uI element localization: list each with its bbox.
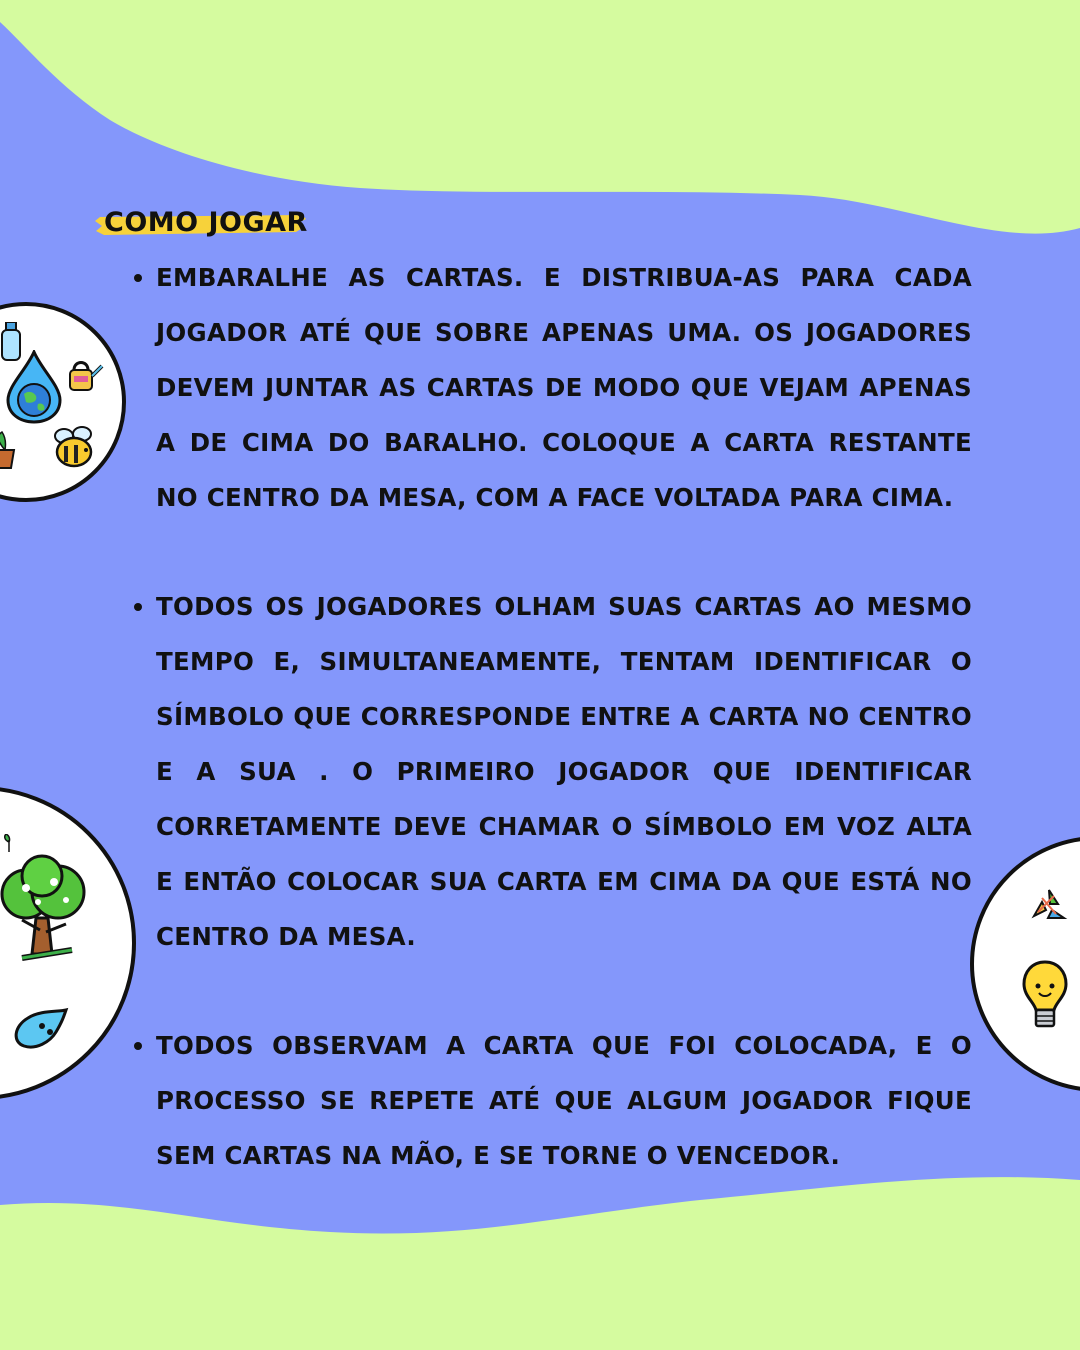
water-drop-earth-icon <box>6 350 62 424</box>
water-drop-icon <box>6 1006 70 1050</box>
step-2 <box>130 579 972 964</box>
step-1-text: EMBARALHE AS CARTAS. E DISTRIBUA-AS PARA CADA JOGADOR ATÉ QUE SOBRE APENAS UMA. OS JOGADORES DEVEM JUNTAR AS CARTAS DE MODO QUE VEJAM APENAS A DE CIMA DO BARALHO. COLOQUE A CARTA RESTANTE NO CENTRO DA MESA, COM A FACE VOLTADA PARA CIMA. <box>156 263 972 512</box>
potted-plant-icon <box>0 430 16 470</box>
bullet-dot <box>134 603 142 611</box>
step-3-text: TODOS OBSERVAM A CARTA QUE FOI COLOCADA, E O PROCESSO SE REPETE ATÉ QUE ALGUM JOGADOR FIQUE SEM CARTAS NA MÃO, E SE TORNE O VENCEDOR. <box>156 1031 972 1170</box>
step-1 <box>130 250 972 525</box>
step-3 <box>130 1018 972 1183</box>
bottom-wave <box>0 1177 1080 1350</box>
sprout-icon <box>2 834 16 852</box>
tree-icon <box>0 854 92 966</box>
bullet-dot <box>134 1042 142 1050</box>
watering-can-icon <box>64 356 104 396</box>
recycle-icon <box>1030 888 1068 922</box>
step-2-text: TODOS OS JOGADORES OLHAM SUAS CARTAS AO MESMO TEMPO E, SIMULTANEAMENTE, TENTAM IDENTIFICAR O SÍMBOLO QUE CORRESPONDE ENTRE A CARTA NO CENTRO E A SUA . O PRIMEIRO JOGADOR QUE IDENTIFICAR CORRETAMENTE DEVE CHAMAR O SÍMBOLO EM VOZ ALTA E ENTÃO COLOCAR SUA CARTA EM CIMA DA QUE ESTÁ NO CENTRO DA MESA. <box>156 592 972 951</box>
bee-icon <box>50 424 98 470</box>
instructions-list <box>130 250 972 1183</box>
top-wave <box>0 0 1080 234</box>
light-bulb-icon <box>1022 960 1068 1032</box>
bullet-dot <box>134 274 142 282</box>
section-heading <box>98 205 314 241</box>
heading-title: COMO JOGAR <box>104 207 308 238</box>
